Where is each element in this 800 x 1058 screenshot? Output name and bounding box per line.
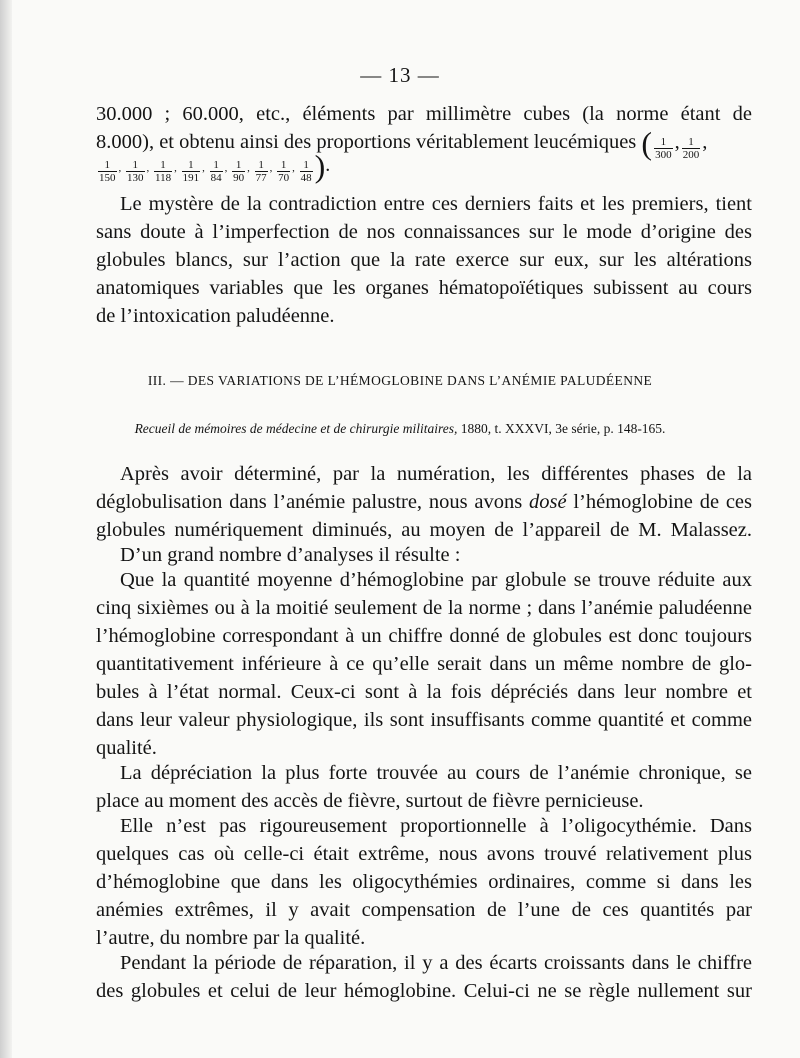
fraction: $\frac{1}{150}$ — [99, 159, 116, 184]
intro-line-1: 30.000 ; 60.000, etc., éléments par millimètre cubes (la norme étant de — [96, 103, 752, 125]
fraction: $\frac{1}{130}$ — [127, 159, 144, 184]
paragraph-1-line: anatomiques variables que les organes hématopoïétiques subissent au cours — [96, 277, 752, 299]
intro-line-2-text: 8.000), et obtenu ainsi des proportions véritablement leucémiques — [96, 131, 637, 153]
open-parenthesis: ( — [641, 125, 653, 161]
paragraph-5-line: La dépréciation la plus forte trouvée au cours de l’anémie chronique, se — [120, 762, 752, 784]
fraction: $\frac{1}{48}$ — [300, 159, 312, 184]
paragraph-6-line: d’hémoglobine que dans les oligocythémies ordinaires, comme si dans les — [96, 871, 752, 893]
paragraph-6-line: Elle n’est pas rigoureusement proportionnelle à l’oligocythémie. Dans — [120, 815, 752, 837]
fraction: $\frac{1}{118}$ — [155, 159, 172, 184]
citation — [0, 421, 800, 437]
paragraph-4-line: qualité. — [96, 737, 157, 759]
paragraph-4-line: l’hémoglobine correspondant à un chiffre donné de globules est donc toujours — [96, 625, 752, 647]
page-number: — 13 — — [360, 63, 440, 87]
fraction: $\frac{1}{300}$ — [655, 136, 672, 161]
paragraph-1-line: globules blancs, sur l’action que la rate exerce sur eux, sur les altérations — [96, 249, 752, 271]
paragraph-6-line: anémies extrêmes, il y avait compensation de l’une de ces quantités par — [96, 899, 752, 921]
paragraph-1-line: sans doute à l’imperfection de nos connaissances sur le mode d’origine des — [96, 221, 752, 243]
emphasis-dose: dosé — [528, 491, 567, 513]
close-parenthesis: ) — [314, 148, 326, 184]
paragraph-5-line: place au moment des accès de fièvre, surtout de fièvre pernicieuse. — [96, 790, 644, 812]
paragraph-4-line: quantitativement inférieure à ce qu’elle serait dans un même nombre de glo- — [96, 653, 752, 675]
paragraph-7-line: des globules et celui de leur hémoglobine. Celui-ci ne se règle nullement sur — [96, 980, 752, 1002]
fraction-list-row: $\frac{1}{150}$ , $\frac{1}{130}$ , $\frac{1}{118}$ , $\frac{1}{191}$ , $\frac{1}{84}$ , $\frac{1}{90}$ , $\frac{1}{77}$ , $\frac{1}{70}$ , $\frac{1}{48}$ ). — [99, 148, 331, 184]
fraction: $\frac{1}{84}$ — [210, 159, 222, 184]
paragraph-1-line: Le mystère de la contradiction entre ces derniers faits et les premiers, tient — [120, 193, 752, 215]
section-heading: III. — DES VARIATIONS DE L’HÉMOGLOBINE DANS L’ANÉMIE PALUDÉENNE — [147, 373, 653, 388]
paragraph-6-line: l’autre, du nombre par la qualité. — [96, 927, 366, 949]
intro-line-2: 8.000), et obtenu ainsi des proportions véritablement leucémiques ( $\frac{1}{300}$ , $\frac{1}{200}$ , — [96, 125, 708, 161]
paragraph-2-line: déglobulisation dans l’anémie palustre, nous avons dosé l’hémoglobine de ces — [96, 491, 752, 513]
fraction: $\frac{1}{191}$ — [182, 159, 200, 184]
paragraph-2-line: globules numériquement diminués, au moyen de l’appareil de M. Malassez. — [96, 519, 752, 541]
paragraph-7-line: Pendant la période de réparation, il y a des écarts croissants dans le chiffre — [120, 952, 752, 974]
paragraph-4-line: cinq sixièmes ou à la moitié seulement de la norme ; dans l’anémie paludéenne — [96, 597, 752, 619]
fraction: $\frac{1}{90}$ — [233, 159, 245, 184]
paragraph-4-line: dans leur valeur physiologique, ils sont insuffisants comme quantité et comme — [96, 709, 752, 731]
fraction: $\frac{1}{77}$ — [255, 159, 267, 184]
fraction: $\frac{1}{200}$ — [682, 136, 700, 161]
fraction: $\frac{1}{70}$ — [278, 159, 290, 184]
page-edge-shadow — [0, 0, 12, 1058]
paragraph-3-line: D’un grand nombre d’analyses il résulte : — [120, 544, 461, 566]
paragraph-2-line: Après avoir déterminé, par la numération, les différentes phases de la — [120, 463, 752, 485]
paragraph-6-line: quelques cas où celle-ci était extrême, nous avons trouvé relativement plus — [96, 843, 752, 865]
citation-details: 1880, t. XXXVI, 3e série, p. 148-165. — [457, 421, 666, 436]
paragraph-1-line: de l’intoxication paludéenne. — [96, 305, 335, 327]
paragraph-4-line: bules à l’état normal. Ceux-ci sont à la fois dépréciés dans leur nombre et — [96, 681, 752, 703]
paragraph-4-line: Que la quantité moyenne d’hémoglobine par globule se trouve réduite aux — [120, 569, 752, 591]
citation-journal: Recueil de mémoires de médecine et de chirurgie militaires, — [134, 421, 458, 436]
